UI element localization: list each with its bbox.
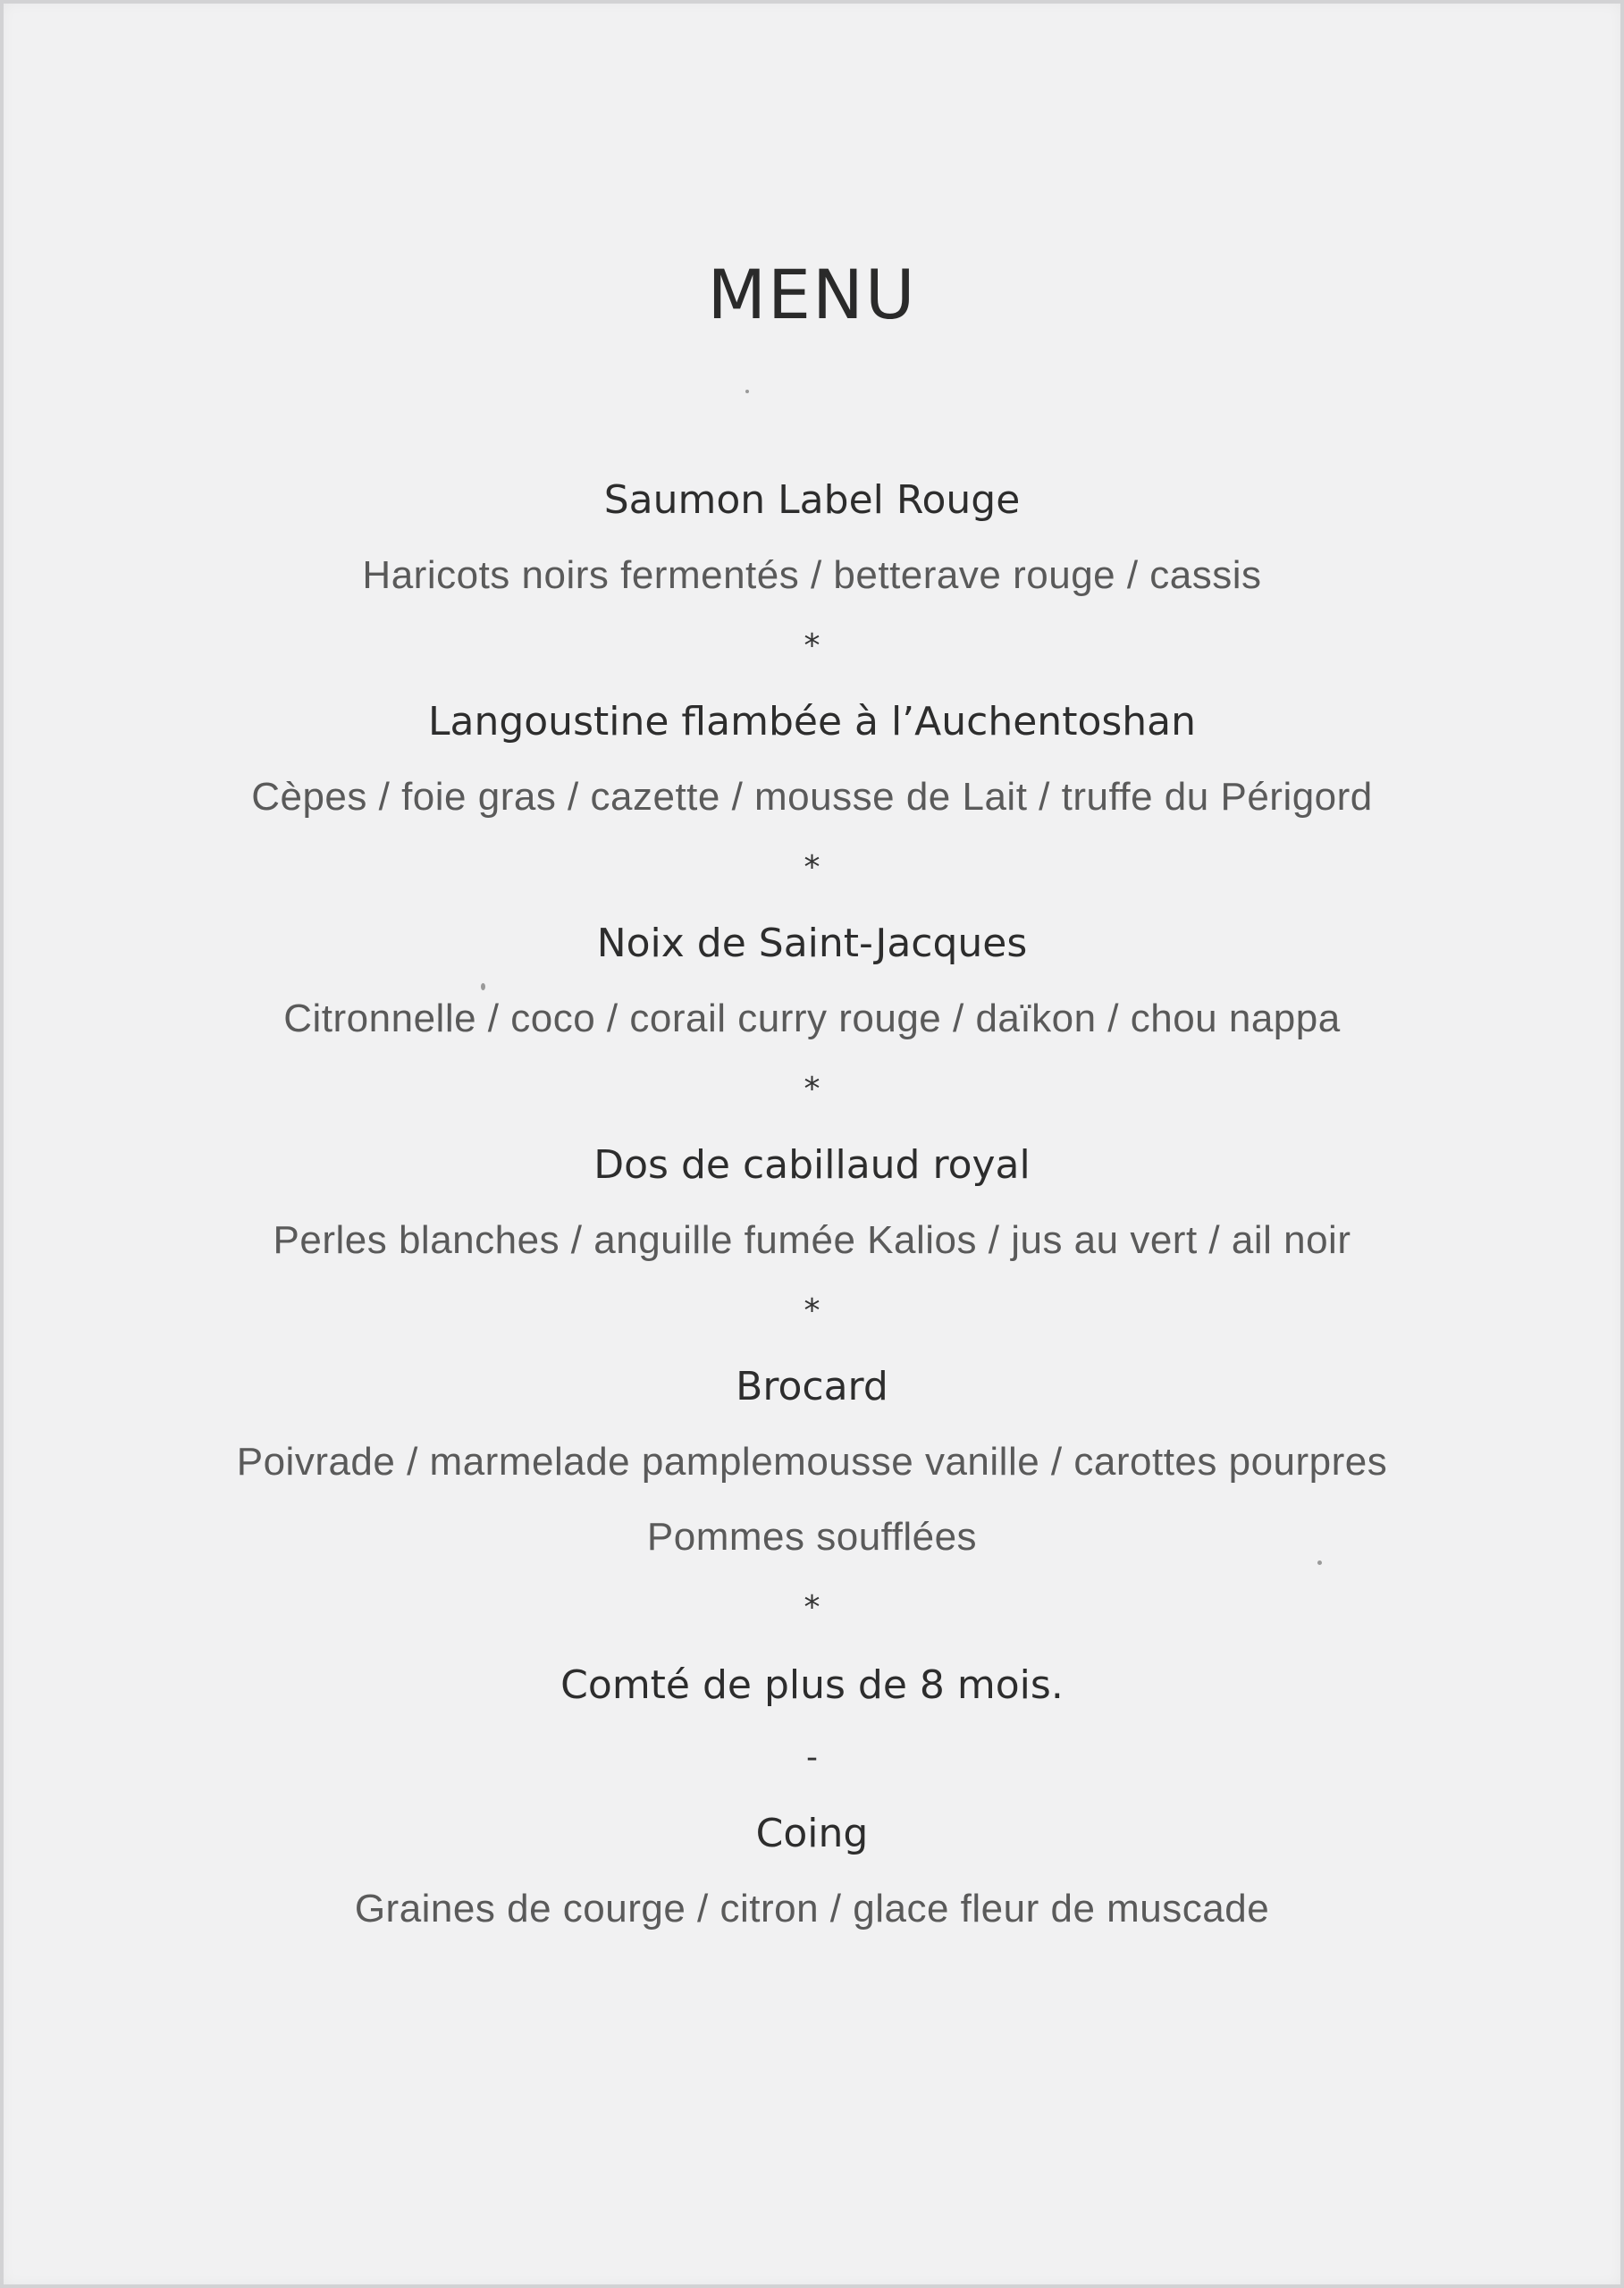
- paper-speck: [745, 390, 749, 393]
- dish-name: Coing: [755, 1811, 869, 1856]
- separator-star: *: [804, 1589, 820, 1626]
- paper-speck: [1317, 1560, 1322, 1565]
- dish-description: Poivrade / marmelade pamplemousse vanille / carottes pourpres: [236, 1440, 1388, 1484]
- dish-description: Perles blanches / anguille fumée Kalios / jus au vert / ail noir: [273, 1218, 1351, 1262]
- paper-speck: [481, 983, 485, 990]
- dish-description: Haricots noirs fermentés / betterave rouge / cassis: [362, 553, 1262, 597]
- dish-name: Brocard: [736, 1364, 888, 1409]
- dish-description: Graines de courge / citron / glace fleur de muscade: [354, 1887, 1270, 1930]
- separator-star: *: [804, 849, 820, 886]
- dish-name: Dos de cabillaud royal: [593, 1142, 1031, 1188]
- dish-name: Comté de plus de 8 mois.: [560, 1662, 1064, 1708]
- dish-name: Saumon Label Rouge: [603, 477, 1021, 523]
- dish-description: Cèpes / foie gras / cazette / mousse de Lait / truffe du Périgord: [251, 775, 1373, 819]
- separator-dash: -: [806, 1739, 818, 1776]
- dish-description: Citronnelle / coco / corail curry rouge / daïkon / chou nappa: [283, 997, 1341, 1040]
- menu-title: MENU: [707, 255, 917, 334]
- separator-star: *: [804, 627, 820, 664]
- dish-name: Noix de Saint-Jacques: [596, 921, 1028, 966]
- separator-star: *: [804, 1071, 820, 1107]
- separator-star: *: [804, 1292, 820, 1329]
- dish-description: Pommes soufflées: [646, 1515, 978, 1559]
- dish-name: Langoustine flambée à l’Auchentoshan: [427, 699, 1197, 744]
